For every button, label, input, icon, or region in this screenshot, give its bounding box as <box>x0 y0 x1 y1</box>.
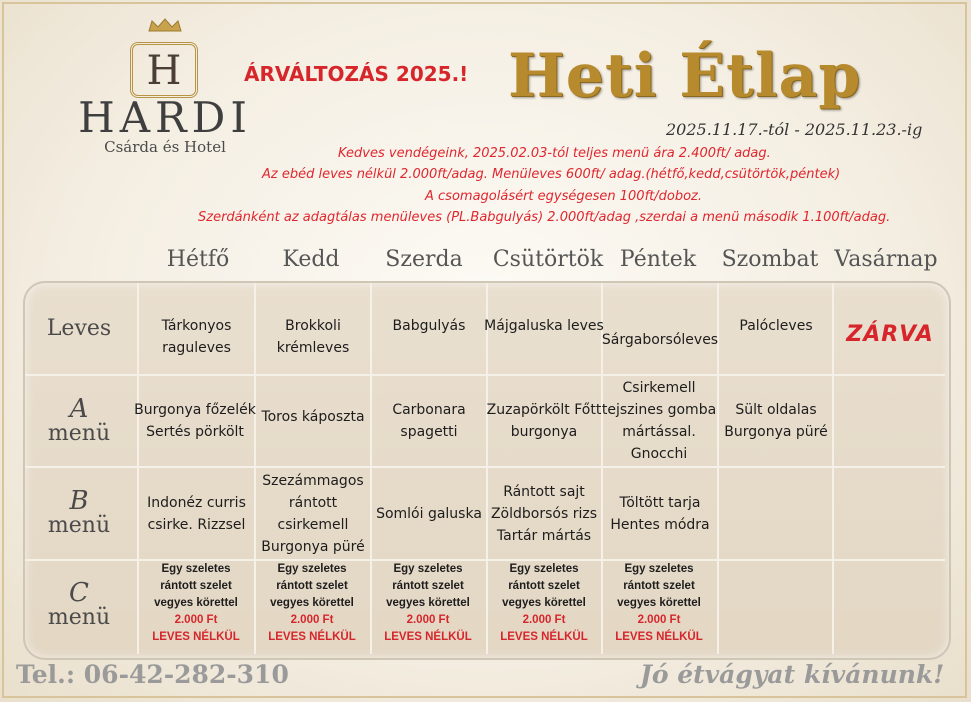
day-header-friday: Péntek <box>619 247 697 272</box>
day-header-wednesday: Szerda <box>385 247 463 272</box>
page-title: Heti Étlap <box>508 41 862 111</box>
logo-letter: H <box>146 48 182 94</box>
day-header-saturday: Szombat <box>721 247 819 272</box>
c-menu-line: rántott szelet <box>392 580 464 592</box>
c-menu-thursday <box>486 561 602 646</box>
logo-emblem <box>130 42 198 98</box>
b-menu-friday <box>603 468 717 559</box>
c-menu-friday <box>601 561 717 646</box>
dish-text: Sárgaborsóleves <box>601 332 719 348</box>
c-menu-line: vegyes körettel <box>270 597 354 609</box>
c-menu-line: rántott szelet <box>160 580 232 592</box>
b-menu-thursday <box>484 468 604 559</box>
logo-subtitle: Csárda és Hotel <box>104 138 226 156</box>
dish-text: Palócleves <box>739 318 813 334</box>
dish-text: Zuzapörkölt Főtt burgonya <box>486 402 602 440</box>
day-header-monday: Hétfő <box>166 247 230 272</box>
logo-name: HARDI <box>78 93 252 142</box>
day-header-thursday: Csütörtök <box>492 247 604 272</box>
dish-text: Toros káposzta <box>261 409 365 425</box>
phone-number: Tel.: 06-42-282-310 <box>16 660 289 689</box>
row-label-c-word: menü <box>47 605 111 630</box>
leves-monday <box>139 300 254 374</box>
day-header-sunday: Vasárnap <box>834 247 938 272</box>
c-menu-price: 2.000 Ft <box>637 614 681 626</box>
c-menu-monday <box>138 561 254 646</box>
a-menu-tuesday <box>253 376 373 458</box>
dish-text: Sült oldalas Burgonya püré <box>724 402 828 440</box>
c-menu-note: LEVES NÉLKÜL <box>615 631 703 643</box>
dish-text: Babgulyás <box>392 318 466 334</box>
c-menu-note: LEVES NÉLKÜL <box>500 631 588 643</box>
leves-thursday <box>480 296 608 356</box>
b-menu-monday <box>139 468 254 559</box>
row-label-a <box>23 396 135 446</box>
leves-tuesday <box>256 300 370 374</box>
c-menu-line: Egy szeletes <box>393 563 463 575</box>
c-menu-price: 2.000 Ft <box>290 614 334 626</box>
leves-saturday <box>719 296 833 356</box>
dish-text: Burgonya főzelék Sertés pörkölt <box>134 402 256 440</box>
dish-text: Somlói galuska <box>376 505 482 522</box>
notice-line-4: Szerdánként az adagtálas menüleves (PL.Babgulyás) 2.000ft/adag ,szerdai a menü második 1.100ft/adag. <box>198 210 891 225</box>
c-menu-line: vegyes körettel <box>386 597 470 609</box>
dish-text: Csirkemell tejszines gomba mártással. Gnocchi <box>601 380 717 462</box>
c-menu-note: LEVES NÉLKÜL <box>152 631 240 643</box>
c-menu-price: 2.000 Ft <box>174 614 218 626</box>
c-menu-price: 2.000 Ft <box>406 614 450 626</box>
row-label-c <box>23 580 135 630</box>
dish-text: Májgaluska leves <box>484 318 604 334</box>
row-label-b-word: menü <box>47 513 111 538</box>
leves-friday <box>596 318 724 362</box>
notice-line-1: Kedves vendégeink, 2025.02.03-tól teljes menü ára 2.400ft/ adag. <box>338 146 771 161</box>
b-menu-tuesday <box>256 468 370 559</box>
c-menu-tuesday <box>254 561 370 646</box>
date-range: 2025.11.17.-tól - 2025.11.23.-ig <box>666 120 923 139</box>
dish-text: Rántott sajt Zöldborsós rizs Tartár mártás <box>490 483 598 544</box>
c-menu-line: rántott szelet <box>623 580 695 592</box>
c-menu-note: LEVES NÉLKÜL <box>268 631 356 643</box>
dish-text: Szezámmagos rántott csirkemell Burgonya püré <box>261 472 365 555</box>
leves-wednesday <box>372 296 486 356</box>
c-menu-price: 2.000 Ft <box>522 614 566 626</box>
c-menu-line: vegyes körettel <box>502 597 586 609</box>
closing-greeting: Jó étvágyat kívánunk! <box>640 660 945 689</box>
c-menu-line: rántott szelet <box>276 580 348 592</box>
dish-text: Carbonara spagetti <box>392 402 466 440</box>
row-label-a-letter: A <box>69 394 89 424</box>
crown-icon <box>147 18 183 32</box>
c-menu-line: Egy szeletes <box>624 563 694 575</box>
price-change-heading: ÁRVÁLTOZÁS 2025.! <box>244 62 469 86</box>
a-menu-thursday <box>484 376 604 466</box>
dish-text: Brokkoli krémleves <box>276 318 350 356</box>
c-menu-note: LEVES NÉLKÜL <box>384 631 472 643</box>
row-label-leves: Leves <box>46 316 112 341</box>
a-menu-saturday <box>717 376 835 466</box>
notice-line-2: Az ebéd leves nélkül 2.000ft/adag. Menüleves 600ft/ adag.(hétfő,kedd,csütörtök,péntek) <box>262 167 841 182</box>
c-menu-line: vegyes körettel <box>154 597 238 609</box>
c-menu-wednesday <box>370 561 486 646</box>
row-label-c-letter: C <box>69 578 89 608</box>
notice-line-3: A csomagolásért egységesen 100ft/doboz. <box>425 189 702 204</box>
row-label-b <box>23 488 135 538</box>
c-menu-line: vegyes körettel <box>617 597 701 609</box>
hardi-logo <box>70 18 260 158</box>
c-menu-line: rántott szelet <box>508 580 580 592</box>
c-menu-line: Egy szeletes <box>161 563 231 575</box>
dish-text: Indonéz curris csirke. Rizzsel <box>147 494 246 533</box>
dish-text: Töltött tarja Hentes módra <box>610 494 710 533</box>
row-label-b-letter: B <box>69 486 89 516</box>
closed-label: ZÁRVA <box>846 322 934 347</box>
dish-text: Tárkonyos raguleves <box>161 318 232 356</box>
b-menu-wednesday <box>368 468 490 559</box>
a-menu-monday <box>128 376 262 466</box>
c-menu-line: Egy szeletes <box>277 563 347 575</box>
row-label-a-word: menü <box>47 421 111 446</box>
a-menu-friday <box>596 376 722 466</box>
c-menu-line: Egy szeletes <box>509 563 579 575</box>
day-header-tuesday: Kedd <box>282 247 340 272</box>
a-menu-wednesday <box>372 376 486 466</box>
